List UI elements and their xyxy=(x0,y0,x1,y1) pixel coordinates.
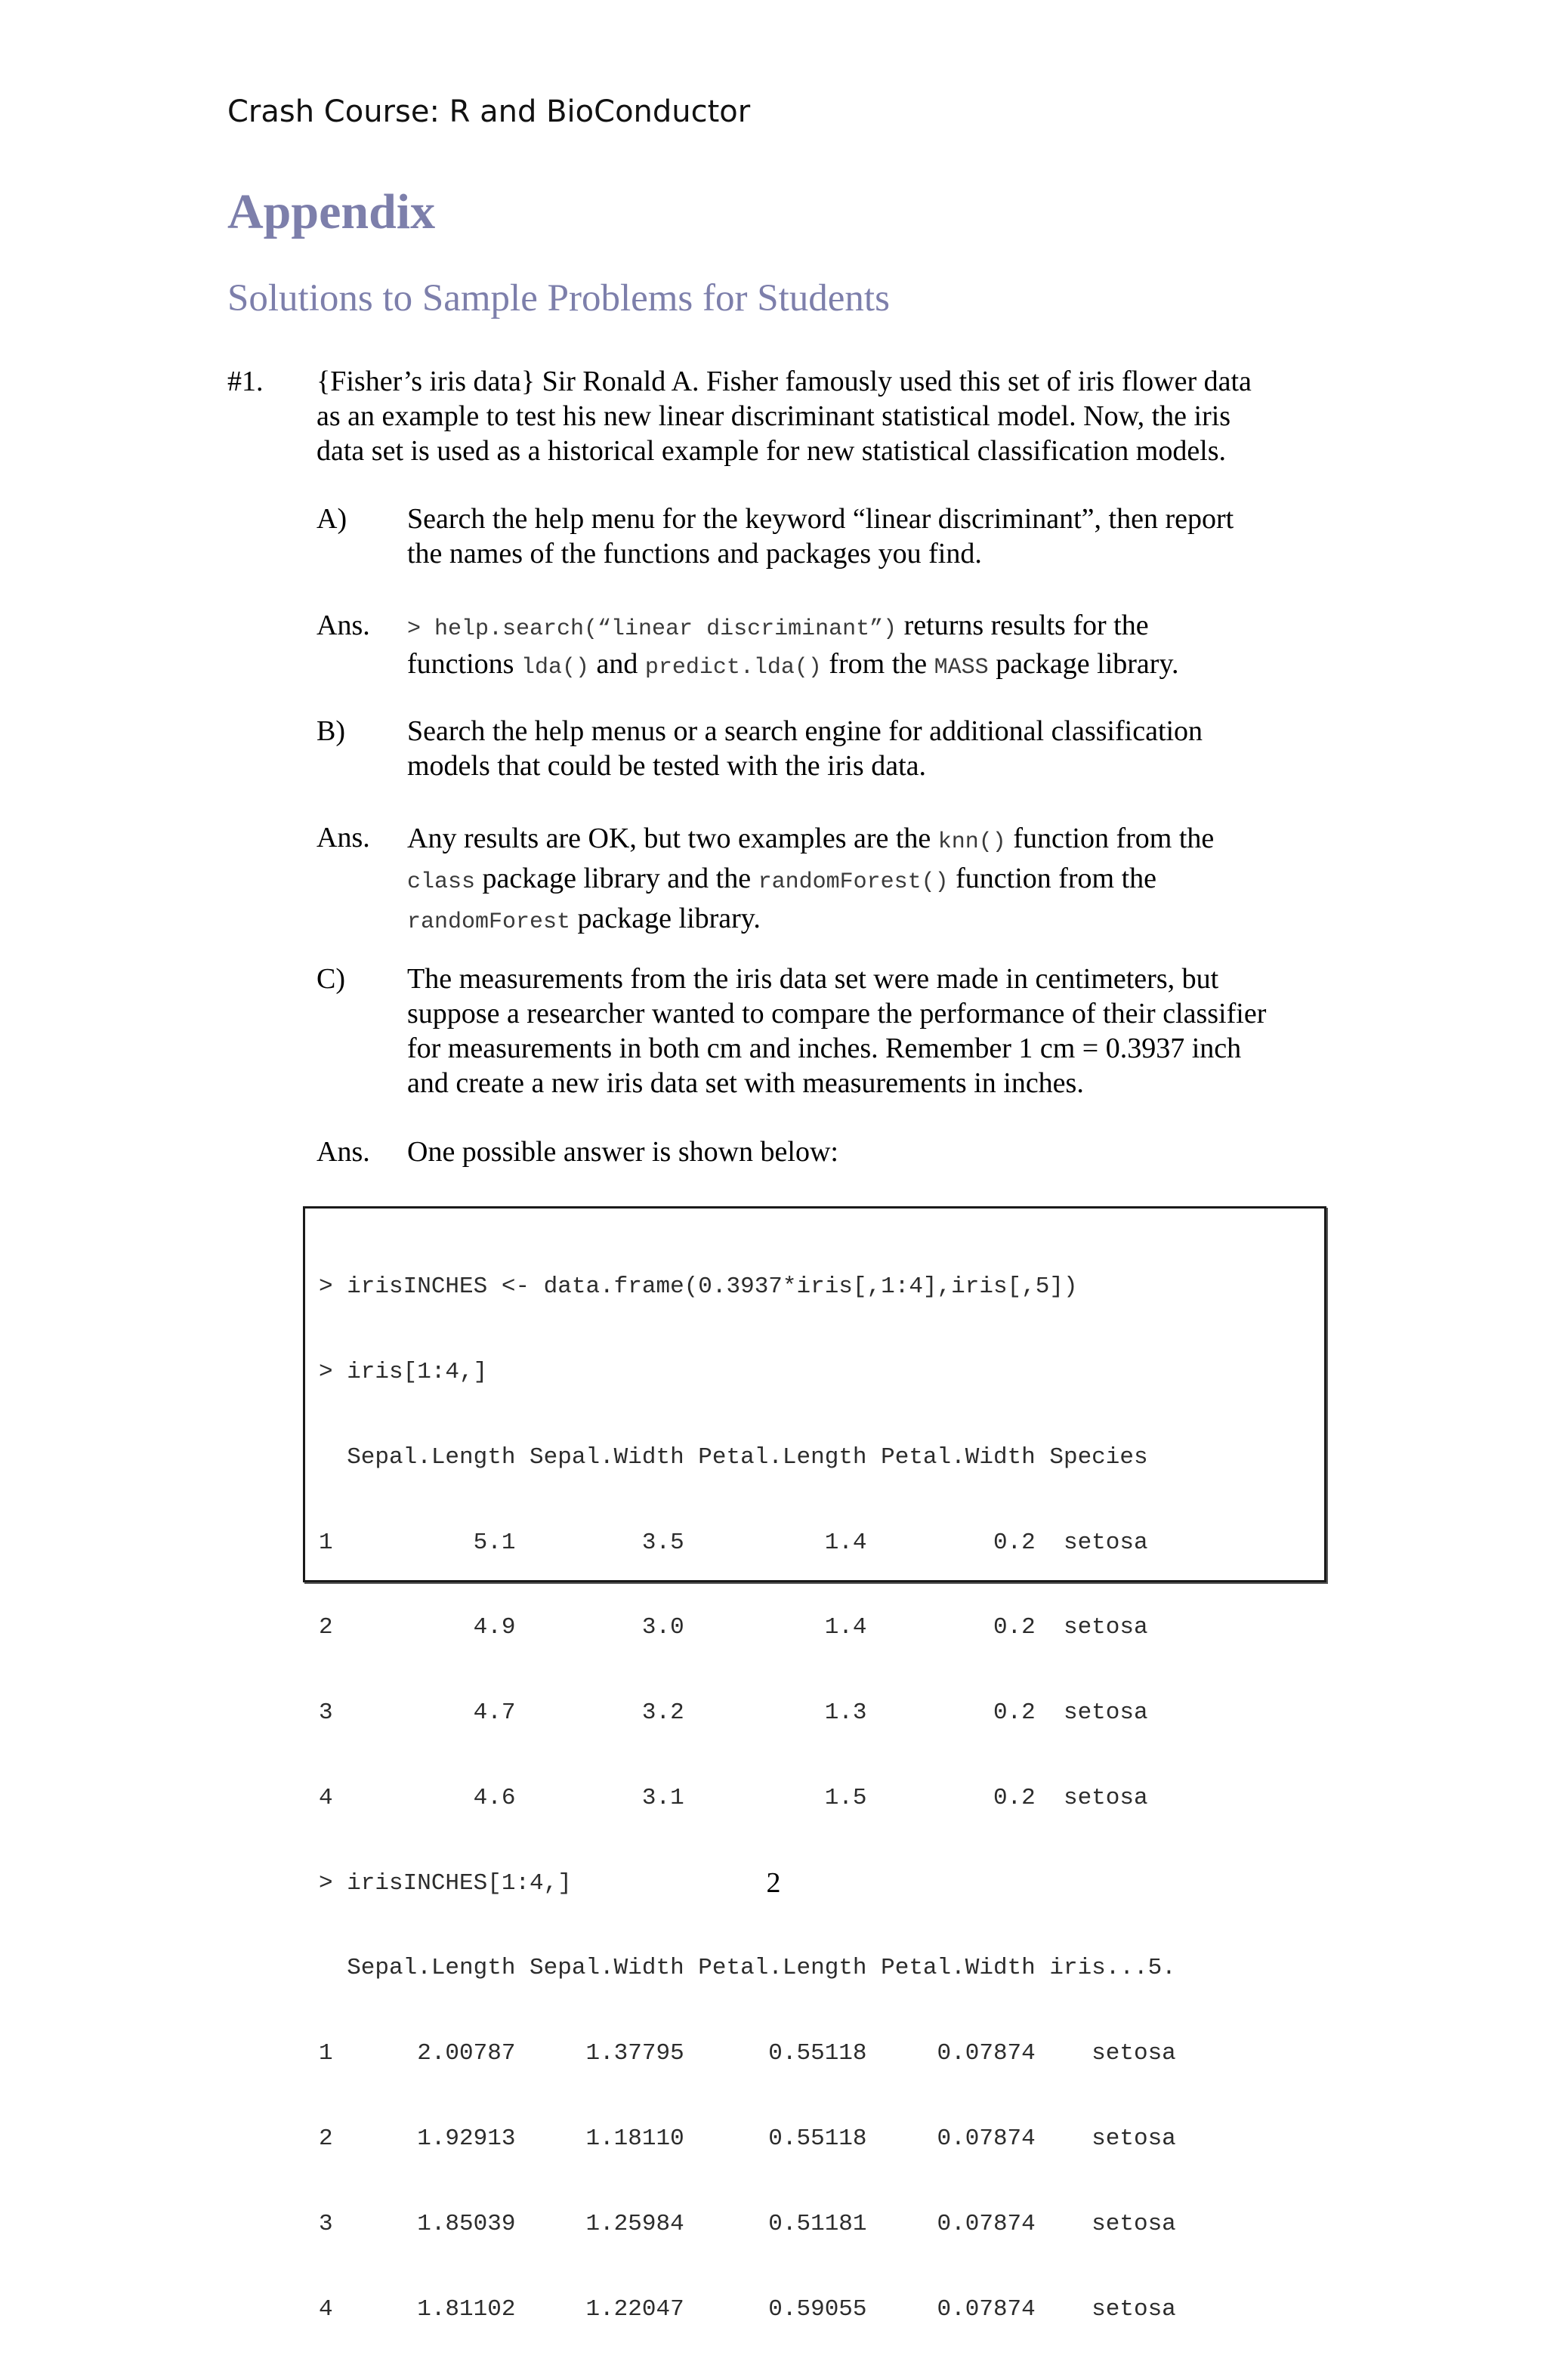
inline-code: randomForest() xyxy=(758,869,949,895)
page-number: 2 xyxy=(766,1867,781,1899)
code-line: 3 1.85039 1.25984 0.51181 0.07874 setosa xyxy=(319,2210,1176,2237)
answer-line xyxy=(407,647,1178,685)
answer-text: returns results for the xyxy=(897,610,1149,641)
part-c-question xyxy=(407,962,1266,1100)
question-line: Search the help menus or a search engine for additional classification xyxy=(407,715,1203,747)
answer-line xyxy=(407,608,1178,647)
code-line: Sepal.Length Sepal.Width Petal.Length Petal.Width iris...5. xyxy=(319,1955,1176,1982)
answer-text: from the xyxy=(821,648,934,680)
running-header: Crash Course: R and BioConductor xyxy=(227,94,751,129)
inline-code: randomForest xyxy=(407,909,571,935)
question-line: models that could be tested with the iris data. xyxy=(407,750,927,782)
part-c-answer: One possible answer is shown below: xyxy=(407,1136,838,1168)
code-line: 1 2.00787 1.37795 0.55118 0.07874 setosa xyxy=(319,2040,1176,2067)
part-b-label: B) xyxy=(317,715,345,747)
code-line: 2 4.9 3.0 1.4 0.2 setosa xyxy=(319,1614,1148,1641)
problem-intro xyxy=(317,364,1252,468)
code-line: 1 5.1 3.5 1.4 0.2 setosa xyxy=(319,1529,1148,1556)
inline-code: class xyxy=(407,869,476,895)
answer-text: and xyxy=(588,648,645,680)
answer-line xyxy=(407,900,1214,940)
part-a-answer-label: Ans. xyxy=(317,610,370,641)
inline-code: lda() xyxy=(520,655,589,681)
answer-text: function from the xyxy=(948,863,1157,894)
question-line: and create a new iris data set with measurements in inches. xyxy=(407,1067,1084,1099)
intro-line: {Fisher’s iris data} Sir Ronald A. Fisher famously used this set of iris flower data xyxy=(317,366,1252,397)
inline-code: knn() xyxy=(937,829,1006,855)
inline-code: > help.search(“linear discriminant”) xyxy=(407,616,897,642)
answer-text: package library. xyxy=(988,648,1179,680)
code-line: 4 4.6 3.1 1.5 0.2 setosa xyxy=(319,1784,1148,1811)
answer-text: package library. xyxy=(570,903,761,934)
answer-text: functions xyxy=(407,648,521,680)
code-line: > irisINCHES[1:4,] xyxy=(319,1869,572,1897)
part-b-question xyxy=(407,714,1203,783)
intro-line: data set is used as a historical example for new statistical classification models. xyxy=(317,435,1227,467)
part-c-label: C) xyxy=(317,963,345,995)
answer-text: function from the xyxy=(1005,823,1215,854)
code-line: > iris[1:4,] xyxy=(319,1358,488,1385)
answer-text: package library and the xyxy=(475,863,758,894)
inline-code: MASS xyxy=(934,655,989,681)
question-line: for measurements in both cm and inches. Remember 1 cm = 0.3937 inch xyxy=(407,1033,1242,1064)
part-a-answer xyxy=(407,608,1178,685)
part-b-answer xyxy=(407,820,1214,940)
intro-line: as an example to test his new linear discriminant statistical model. Now, the iris xyxy=(317,400,1231,432)
question-line: The measurements from the iris data set were made in centimeters, but xyxy=(407,963,1219,995)
code-line: Sepal.Length Sepal.Width Petal.Length Petal.Width Species xyxy=(319,1443,1148,1471)
question-line: Search the help menu for the keyword “linear discriminant”, then report xyxy=(407,503,1234,535)
r-code-block xyxy=(303,1206,1326,2323)
part-b-answer-label: Ans. xyxy=(317,822,370,854)
code-line: 2 1.92913 1.18110 0.55118 0.07874 setosa xyxy=(319,2125,1176,2152)
code-lines xyxy=(319,1216,1176,2380)
part-a-question xyxy=(407,502,1234,571)
question-line: suppose a researcher wanted to compare the performance of their classifier xyxy=(407,998,1267,1029)
question-line: the names of the functions and packages you find. xyxy=(407,538,982,570)
answer-text: Any results are OK, but two examples are the xyxy=(407,823,938,854)
code-line: 4 1.81102 1.22047 0.59055 0.07874 setosa xyxy=(319,2295,1176,2323)
part-a-label: A) xyxy=(317,503,347,535)
answer-line xyxy=(407,860,1214,900)
part-c-answer-label: Ans. xyxy=(317,1136,370,1168)
page-title: Appendix xyxy=(227,184,436,239)
section-subtitle: Solutions to Sample Problems for Students xyxy=(227,277,890,319)
inline-code: predict.lda() xyxy=(644,655,822,681)
answer-line xyxy=(407,820,1214,860)
code-line: 3 4.7 3.2 1.3 0.2 setosa xyxy=(319,1699,1148,1727)
code-line: > irisINCHES <- data.frame(0.3937*iris[,1:4],iris[,5]) xyxy=(319,1273,1078,1301)
problem-number: #1. xyxy=(227,366,264,397)
